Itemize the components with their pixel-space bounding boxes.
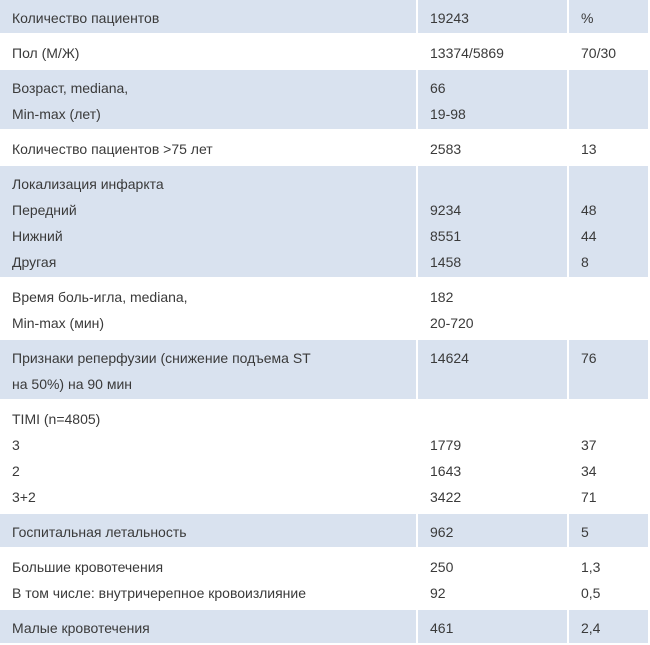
label-cell <box>0 34 417 69</box>
cell-line: 44 <box>581 228 597 244</box>
cell-line: 19243 <box>430 10 469 26</box>
cell-line: 2583 <box>430 141 462 157</box>
cell-line: Госпитальная летальность <box>12 524 187 540</box>
table-row <box>0 400 648 513</box>
cell-line: Локализация инфаркта <box>12 176 164 192</box>
cell-line: TIMI (n=4805) <box>12 411 101 427</box>
cell-line: 2,4 <box>581 620 601 636</box>
cell-line <box>581 310 648 336</box>
cell-line: Время боль-игла, mediana, <box>12 289 188 305</box>
table-row <box>0 69 648 130</box>
cell-line <box>581 171 648 197</box>
cell-line: 9234 <box>430 202 462 218</box>
table-row <box>0 130 648 165</box>
value-cell <box>417 165 568 278</box>
value-cell <box>417 548 568 609</box>
percent-cell <box>568 400 648 513</box>
table-row <box>0 34 648 69</box>
cell-line: Количество пациентов >75 лет <box>12 141 213 157</box>
cell-line: 0,5 <box>581 585 601 601</box>
cell-line: 3 <box>12 437 20 453</box>
table-row <box>0 0 648 34</box>
cell-line: Малые кровотечения <box>12 620 150 636</box>
cell-line: Пол (М/Ж) <box>12 45 80 61</box>
table-row <box>0 278 648 339</box>
percent-cell <box>568 609 648 644</box>
label-cell <box>0 513 417 548</box>
label-cell <box>0 69 417 130</box>
cell-line: 250 <box>430 559 454 575</box>
table-row <box>0 513 648 548</box>
label-cell <box>0 548 417 609</box>
cell-line: 20-720 <box>430 315 474 331</box>
cell-line: 76 <box>581 350 597 366</box>
cell-line: % <box>581 10 594 26</box>
value-cell <box>417 513 568 548</box>
cell-line: 461 <box>430 620 454 636</box>
cell-line <box>581 101 648 127</box>
cell-line: 13374/5869 <box>430 45 504 61</box>
percent-cell <box>568 69 648 130</box>
cell-line: 71 <box>581 489 597 505</box>
cell-line: Количество пациентов <box>12 10 160 26</box>
cell-line: 2 <box>12 463 20 479</box>
value-cell <box>417 0 568 34</box>
cell-line: 5 <box>581 524 589 540</box>
cell-line <box>430 406 567 432</box>
value-cell <box>417 400 568 513</box>
label-cell <box>0 400 417 513</box>
label-cell <box>0 165 417 278</box>
cell-line: 8551 <box>430 228 462 244</box>
value-cell <box>417 278 568 339</box>
percent-cell <box>568 278 648 339</box>
cell-line: Возраст, mediana, <box>12 80 129 96</box>
cell-line: 182 <box>430 289 454 305</box>
cell-line <box>430 371 567 397</box>
cell-line: 962 <box>430 524 454 540</box>
cell-line: 66 <box>430 80 446 96</box>
cell-line <box>581 284 648 310</box>
value-cell <box>417 130 568 165</box>
table-row <box>0 609 648 644</box>
cell-line: 8 <box>581 254 589 270</box>
label-cell <box>0 609 417 644</box>
cell-line <box>430 171 567 197</box>
value-cell <box>417 339 568 400</box>
cell-line: 1458 <box>430 254 462 270</box>
cell-line: 14624 <box>430 350 469 366</box>
cell-line: на 50%) на 90 мин <box>12 376 133 392</box>
cell-line: Другая <box>12 254 57 270</box>
cell-line <box>581 75 648 101</box>
cell-line: 34 <box>581 463 597 479</box>
cell-line: 3+2 <box>12 489 36 505</box>
cell-line: Min-max (мин) <box>12 315 105 331</box>
percent-cell <box>568 34 648 69</box>
table-row <box>0 165 648 278</box>
percent-cell <box>568 339 648 400</box>
label-cell <box>0 339 417 400</box>
cell-line: 48 <box>581 202 597 218</box>
table-row <box>0 339 648 400</box>
cell-line: 3422 <box>430 489 462 505</box>
cell-line <box>581 406 648 432</box>
cell-line: В том числе: внутричерепное кровоизлияние <box>12 585 306 601</box>
value-cell <box>417 34 568 69</box>
cell-line: 1,3 <box>581 559 601 575</box>
cell-line: Нижний <box>12 228 63 244</box>
percent-cell <box>568 513 648 548</box>
percent-cell <box>568 548 648 609</box>
label-cell <box>0 278 417 339</box>
cell-line <box>581 371 648 397</box>
cell-line: Большие кровотечения <box>12 559 164 575</box>
cell-line: Передний <box>12 202 77 218</box>
label-cell <box>0 0 417 34</box>
percent-cell <box>568 0 648 34</box>
cell-line: 1779 <box>430 437 462 453</box>
cell-line: 92 <box>430 585 446 601</box>
cell-line: 19-98 <box>430 106 466 122</box>
value-cell <box>417 69 568 130</box>
cell-line: Min-max (лет) <box>12 106 101 122</box>
cell-line: 70/30 <box>581 45 617 61</box>
value-cell <box>417 609 568 644</box>
percent-cell <box>568 130 648 165</box>
cell-line: Признаки реперфузии (снижение подъема ST <box>12 350 311 366</box>
percent-cell <box>568 165 648 278</box>
label-cell <box>0 130 417 165</box>
cell-line: 37 <box>581 437 597 453</box>
cell-line: 1643 <box>430 463 462 479</box>
table-row <box>0 548 648 609</box>
cell-line: 13 <box>581 141 597 157</box>
